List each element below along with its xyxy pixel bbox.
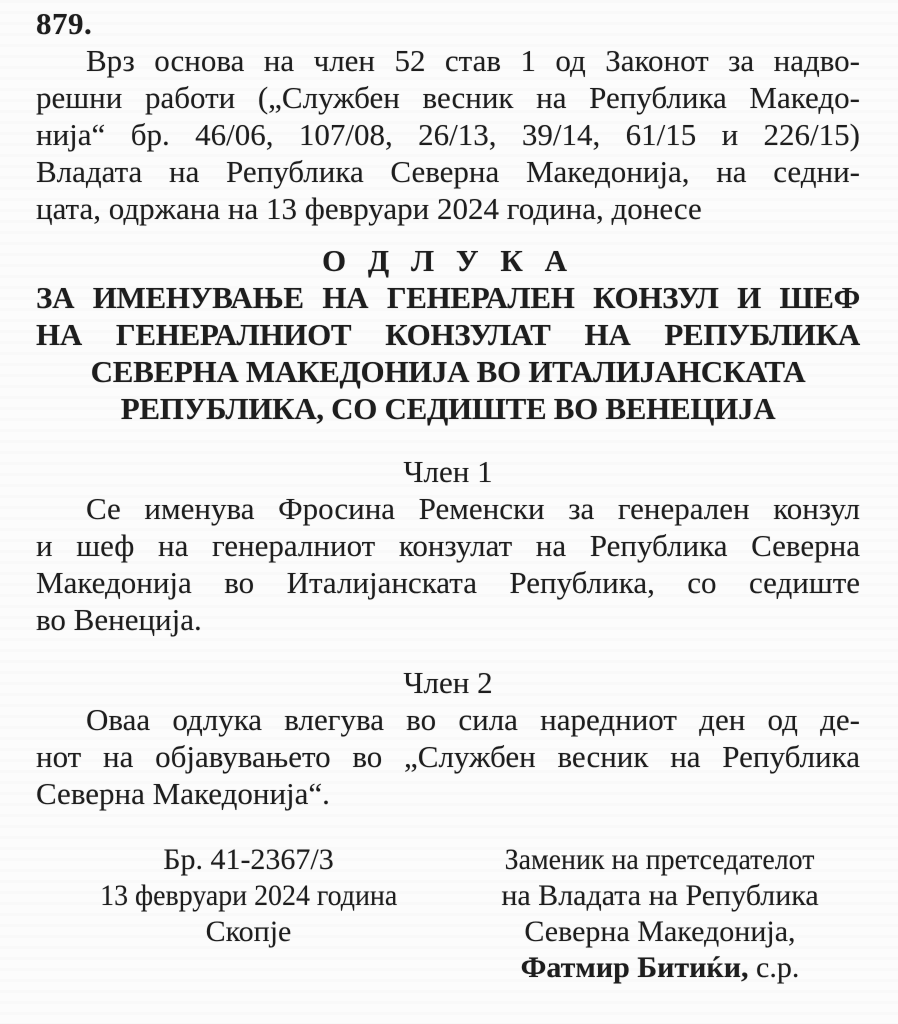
- item-number: 879.: [36, 6, 93, 41]
- title-line: ЗА ИМЕНУВАЊЕ НА ГЕНЕРАЛЕН КОНЗУЛ И ШЕФ: [36, 280, 860, 315]
- text-line: нот на објавувањето во „Службен весник на Република: [36, 739, 860, 774]
- text-line: Владата на Република Северна Македонија, на седни-: [36, 154, 860, 189]
- title-line: СЕВЕРНА МАКЕДОНИЈА ВО ИТАЛИЈАНСКАТА: [90, 354, 806, 389]
- decision-label: О Д Л У К А: [322, 243, 574, 278]
- article-2-heading: Член 2: [403, 665, 493, 700]
- text-line: нија“ бр. 46/06, 107/08, 26/13, 39/14, 61/15 и 226/15): [36, 117, 860, 152]
- document-date-text: 13 февруари 2024 година: [99, 879, 398, 912]
- intro-paragraph: [36, 42, 860, 227]
- document-number: Бр. 41-2367/3: [163, 843, 334, 876]
- office-title: [460, 842, 860, 878]
- text-line: решни работи („Службен весник на Република Македо-: [36, 80, 860, 115]
- signature-reference: [76, 842, 421, 986]
- text-line: Северна Македонија“.: [36, 776, 330, 811]
- article-2-paragraph: [36, 701, 860, 812]
- office-title: Северна Македонија,: [524, 915, 796, 948]
- document-date: [76, 878, 421, 914]
- signer-suffix: с.р.: [748, 951, 800, 984]
- article-1-paragraph: [36, 490, 860, 638]
- document-place: Скопје: [205, 915, 292, 948]
- text-line: Се именува Фросина Ременски за генерален конзул: [86, 491, 860, 526]
- signature-block: [36, 842, 860, 986]
- title-line: РЕПУБЛИКА, СО СЕДИШТЕ ВО ВЕНЕЦИЈА: [120, 391, 776, 426]
- office-title-text: Заменик на претседателот: [505, 843, 815, 876]
- text-line: и шеф на генералниот конзулат на Република Северна: [36, 528, 860, 563]
- signer-line: [460, 950, 860, 986]
- text-line: во Венеција.: [36, 602, 202, 637]
- text-line: цата, одржана на 13 февруари 2024 година, донесе: [36, 191, 702, 226]
- text-line: Македонија во Италијанската Република, со седиште: [36, 565, 860, 600]
- article-1-heading: Член 1: [403, 454, 493, 489]
- text-line: Оваа одлука влегува во сила наредниот ден од де-: [86, 702, 860, 737]
- text-line: Врз основа на член 52 став 1 од Законот за надво-: [86, 43, 860, 78]
- signature-office: [460, 842, 860, 986]
- title-line: НА ГЕНЕРАЛНИОТ КОНЗУЛАТ НА РЕПУБЛИКА: [36, 317, 860, 352]
- signer-name: Фатмир Битиќи,: [520, 951, 749, 984]
- decision-title: [36, 279, 860, 427]
- office-title: на Владата на Република: [501, 879, 819, 912]
